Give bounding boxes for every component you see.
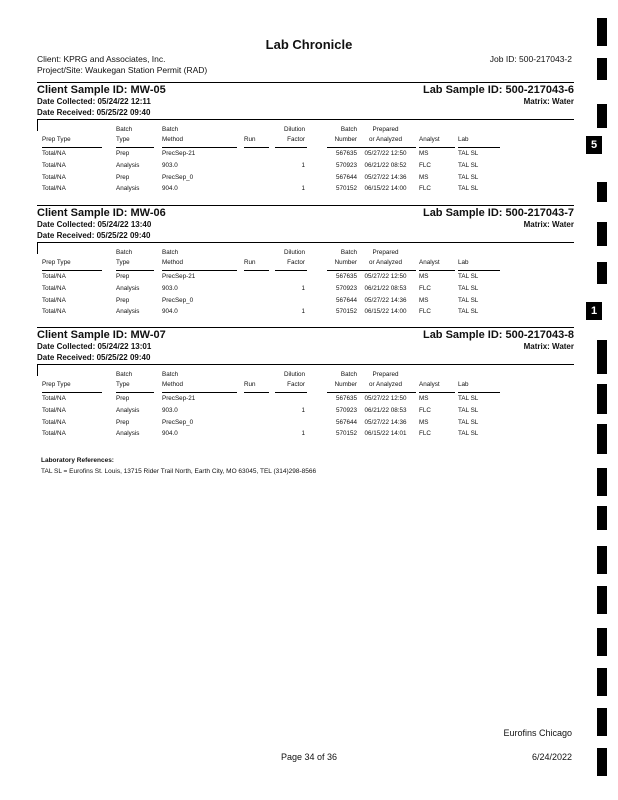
header-underline [419,147,455,148]
cell-batch-method: 904.0 [162,308,178,315]
cell-analyst: MS [419,150,429,157]
edge-mark [597,506,607,530]
header-run: Run [244,381,256,388]
cell-batch-type: Analysis [116,162,140,169]
header-run: Run [244,136,256,143]
cell-lab: TAL SL [458,273,479,280]
cell-prepared: 05/27/22 14:36 [364,174,407,181]
header-underline [458,270,500,271]
cell-prepared: 06/21/22 08:53 [364,285,407,292]
header-underline [116,270,154,271]
date-collected: Date Collected: 05/24/22 13:40 [37,220,152,229]
section-rule [37,242,574,243]
cell-prep-type: Total/NA [42,407,66,414]
table-row [37,430,574,440]
edge-mark [597,668,607,696]
header-batch: Batch [340,371,357,378]
header-batch: Batch [162,249,179,256]
cell-analyst: FLC [419,308,431,315]
cell-prepared: 05/27/22 12:50 [364,273,407,280]
edge-mark [597,340,607,374]
header-type: Type [116,381,130,388]
section-rule [37,119,574,120]
header-type: Type [116,136,130,143]
header-underline [162,270,237,271]
cell-batch-method: PrecSep-21 [162,273,196,280]
cell-batch-type: Analysis [116,430,140,437]
section-rule [37,327,574,328]
header-underline [458,147,500,148]
cell-analyst: MS [419,395,429,402]
sample-section [37,329,574,447]
header-analyst: Analyst [419,136,440,143]
cell-prep-type: Total/NA [42,308,66,315]
section-rule [37,119,38,131]
header-factor: Factor [287,259,305,266]
cell-prepared: 06/15/22 14:00 [364,185,407,192]
cell-lab: TAL SL [458,185,479,192]
edge-mark [597,262,607,284]
cell-prepared: 06/21/22 08:53 [364,407,407,414]
header-underline [327,392,359,393]
date-collected: Date Collected: 05/24/22 12:11 [37,97,151,106]
cell-batch-method: 903.0 [162,285,178,292]
page-title: Lab Chronicle [265,37,353,52]
matrix: Matrix: Water [523,342,574,351]
header-underline [419,392,455,393]
references-text: TAL SL = Eurofins St. Louis, 13715 Rider Trail North, Earth City, MO 63045, TEL (314)298-8566 [41,468,317,475]
header-method: Method [162,381,184,388]
table-row [37,285,574,295]
header-dilution: Dilution [284,371,305,378]
cell-batch-method: 903.0 [162,407,178,414]
header-number: Number [334,381,357,388]
header-underline [358,392,416,393]
header-analyst: Analyst [419,381,440,388]
header-underline [116,147,154,148]
cell-batch-method: 904.0 [162,185,178,192]
table-row [37,297,574,307]
header-number: Number [334,136,357,143]
cell-batch-method: PrecSep-21 [162,150,196,157]
edge-mark [597,468,607,496]
cell-prep-type: Total/NA [42,174,66,181]
cell-batch-type: Analysis [116,308,140,315]
header-dilution: Dilution [284,126,305,133]
cell-dilution: 1 [301,308,305,315]
header-underline [358,270,416,271]
cell-prep-type: Total/NA [42,273,66,280]
footer-company: Eurofins Chicago [503,728,572,738]
lab-sample-id: Lab Sample ID: 500-217043-8 [422,329,574,341]
cell-batch-method: 903.0 [162,162,178,169]
cell-analyst: FLC [419,185,431,192]
cell-prepared: 06/15/22 14:00 [364,308,407,315]
cell-lab: TAL SL [458,308,479,315]
cell-prep-type: Total/NA [42,419,66,426]
header-underline [358,147,416,148]
header-batch: Batch [116,371,133,378]
header-batch: Batch [116,126,133,133]
cell-lab: TAL SL [458,407,479,414]
header-lab: Lab [458,381,469,388]
header-prepared: Prepared [372,249,399,256]
header-underline [42,270,102,271]
cell-lab: TAL SL [458,174,479,181]
section-rule [37,205,574,206]
cell-analyst: MS [419,273,429,280]
client-name: Client: KPRG and Associates, Inc. [37,54,166,64]
cell-lab: TAL SL [458,430,479,437]
cell-batch-number: 570923 [335,407,357,414]
cell-lab: TAL SL [458,150,479,157]
header-underline [244,147,269,148]
edge-mark [597,104,607,128]
cell-batch-number: 567635 [335,150,357,157]
header-prep-type: Prep Type [42,136,71,143]
header-analyst: Analyst [419,259,440,266]
header-underline [244,270,269,271]
cell-batch-number: 570152 [335,308,357,315]
edge-mark [597,384,607,414]
cell-batch-type: Prep [116,395,130,402]
header-lab: Lab [458,136,469,143]
cell-batch-method: 904.0 [162,430,178,437]
header-underline [327,270,359,271]
header-prep-type: Prep Type [42,259,71,266]
cell-analyst: MS [419,419,429,426]
cell-prep-type: Total/NA [42,285,66,292]
section-rule [37,364,574,365]
header-underline [116,392,154,393]
cell-dilution: 1 [301,407,305,414]
cell-batch-number: 567644 [335,174,357,181]
cell-prep-type: Total/NA [42,162,66,169]
edge-mark [597,546,607,574]
header-prepared: Prepared [372,126,399,133]
cell-dilution: 1 [301,285,305,292]
table-row [37,308,574,318]
header-batch: Batch [340,249,357,256]
side-tab-1: 1 [586,302,602,320]
cell-lab: TAL SL [458,419,479,426]
cell-prep-type: Total/NA [42,395,66,402]
table-row [37,185,574,195]
edge-mark [597,586,607,614]
cell-batch-type: Analysis [116,185,140,192]
section-rule [37,82,574,83]
header-dilution: Dilution [284,249,305,256]
lab-sample-id: Lab Sample ID: 500-217043-7 [422,207,574,219]
cell-batch-type: Prep [116,273,130,280]
header-batch: Batch [162,371,179,378]
cell-dilution: 1 [301,185,305,192]
cell-lab: TAL SL [458,297,479,304]
cell-batch-method: PrecSep-21 [162,395,196,402]
client-sample-id: Client Sample ID: MW-05 [37,84,166,96]
cell-prepared: 05/27/22 12:50 [364,150,407,157]
date-received: Date Received: 05/25/22 09:40 [37,353,151,362]
header-analyzed: or Analyzed [369,136,402,143]
cell-batch-number: 567644 [335,419,357,426]
cell-lab: TAL SL [458,285,479,292]
cell-prepared: 05/27/22 14:36 [364,419,407,426]
cell-analyst: FLC [419,407,431,414]
date-received: Date Received: 05/25/22 09:40 [37,108,151,117]
header-underline [42,392,102,393]
header-run: Run [244,259,256,266]
header-method: Method [162,136,184,143]
header-factor: Factor [287,381,305,388]
cell-batch-method: PrecSep_0 [162,419,194,426]
cell-prep-type: Total/NA [42,150,66,157]
header-underline [275,147,307,148]
cell-batch-number: 567635 [335,273,357,280]
cell-analyst: MS [419,297,429,304]
cell-analyst: FLC [419,430,431,437]
cell-analyst: FLC [419,285,431,292]
cell-batch-method: PrecSep_0 [162,297,194,304]
lab-sample-id: Lab Sample ID: 500-217043-6 [422,84,574,96]
edge-mark [597,18,607,46]
header-batch: Batch [162,126,179,133]
edge-mark [597,748,607,776]
cell-dilution: 1 [301,430,305,437]
cell-analyst: MS [419,174,429,181]
cell-lab: TAL SL [458,395,479,402]
cell-batch-type: Prep [116,150,130,157]
date-received: Date Received: 05/25/22 09:40 [37,231,151,240]
date-collected: Date Collected: 05/24/22 13:01 [37,342,152,351]
sample-section [37,84,574,202]
header-underline [275,392,307,393]
header-underline [458,392,500,393]
header-type: Type [116,259,130,266]
cell-batch-type: Prep [116,419,130,426]
client-sample-id: Client Sample ID: MW-07 [37,329,166,341]
cell-prepared: 06/15/22 14:01 [364,430,407,437]
cell-prepared: 05/27/22 14:36 [364,297,407,304]
cell-batch-number: 567635 [335,395,357,402]
cell-batch-type: Prep [116,174,130,181]
section-rule [37,364,38,376]
header-underline [327,147,359,148]
header-underline [162,147,237,148]
footer-date: 6/24/2022 [531,752,572,762]
edge-mark [597,424,607,454]
edge-mark [597,182,607,202]
cell-batch-number: 570923 [335,162,357,169]
references-heading: Laboratory References: [41,457,114,464]
header-analyzed: or Analyzed [369,381,402,388]
header-underline [419,270,455,271]
cell-prepared: 05/27/22 12:50 [364,395,407,402]
table-row [37,150,574,160]
table-row [37,419,574,429]
cell-batch-number: 567644 [335,297,357,304]
edge-mark [597,708,607,736]
cell-batch-method: PrecSep_0 [162,174,194,181]
header-number: Number [334,259,357,266]
page-number: Page 34 of 36 [280,752,338,762]
side-tab-5: 5 [586,136,602,154]
table-row [37,407,574,417]
edge-mark [597,628,607,656]
cell-prepared: 06/21/22 08:52 [364,162,407,169]
cell-prep-type: Total/NA [42,430,66,437]
cell-batch-type: Analysis [116,285,140,292]
matrix: Matrix: Water [523,97,574,106]
table-row [37,395,574,405]
header-underline [162,392,237,393]
section-rule [37,242,38,254]
sample-section [37,207,574,325]
client-sample-id: Client Sample ID: MW-06 [37,207,166,219]
header-underline [244,392,269,393]
cell-batch-type: Analysis [116,407,140,414]
cell-batch-number: 570923 [335,285,357,292]
cell-prep-type: Total/NA [42,297,66,304]
edge-mark [597,58,607,80]
table-row [37,174,574,184]
header-factor: Factor [287,136,305,143]
project-site: Project/Site: Waukegan Station Permit (RAD) [37,65,208,75]
cell-dilution: 1 [301,162,305,169]
header-prepared: Prepared [372,371,399,378]
cell-batch-number: 570152 [335,185,357,192]
header-underline [275,270,307,271]
cell-batch-number: 570152 [335,430,357,437]
job-id: Job ID: 500-217043-2 [489,54,572,64]
header-analyzed: or Analyzed [369,259,402,266]
header-batch: Batch [340,126,357,133]
header-lab: Lab [458,259,469,266]
header-prep-type: Prep Type [42,381,71,388]
cell-batch-type: Prep [116,297,130,304]
table-row [37,273,574,283]
edge-mark [597,222,607,246]
matrix: Matrix: Water [523,220,574,229]
header-underline [42,147,102,148]
cell-lab: TAL SL [458,162,479,169]
table-row [37,162,574,172]
cell-prep-type: Total/NA [42,185,66,192]
header-method: Method [162,259,184,266]
header-batch: Batch [116,249,133,256]
cell-analyst: FLC [419,162,431,169]
